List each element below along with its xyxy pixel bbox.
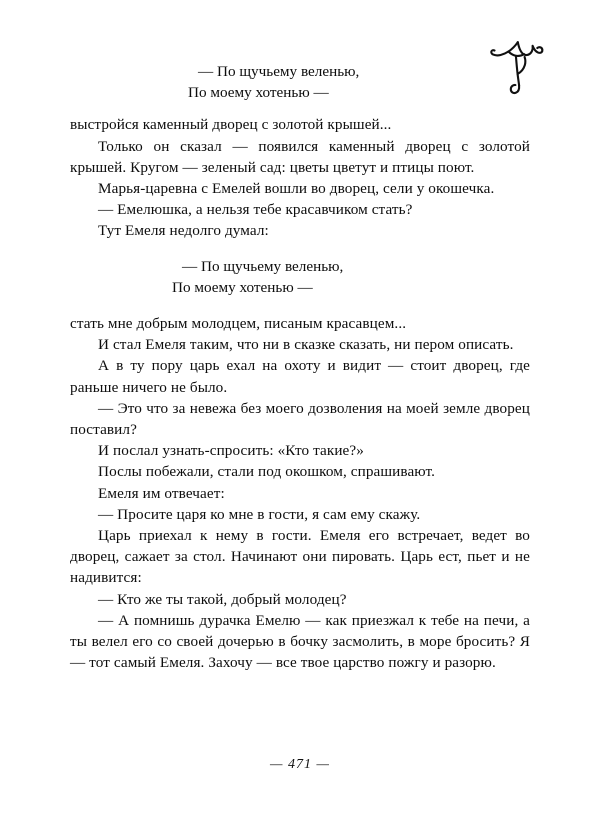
page-number: — 471 — [270,757,330,772]
page-text-column [70,52,530,673]
verse-line: — По щучьему веленью, [198,63,360,80]
paragraph: стать мне добрым молодцем, писаным красавцем... [70,315,407,333]
paragraph: выстройся каменный дворец с золотой крышей... [70,116,392,134]
paragraph: Марья-царевна с Емелей вошли во дворец, сели у окошечка. [98,180,495,198]
paragraph: — Это что за невежа без моего дозволения на моей земле дворец поставил? [70,399,530,439]
paragraph: Только он сказал — появился каменный дворец с золотой крышей. Кругом — зеленый сад: цветы цветут и птицы поют. [70,137,530,176]
verse-line: По моему хотенью — [188,84,329,102]
paragraph: — Кто же ты такой, добрый молодец? [98,590,347,608]
paragraph: И послал узнать-спросить: «Кто такие?» [98,442,364,460]
verse-line: — По щучьему веленью, [182,257,344,275]
verse-block-first [70,61,530,103]
paragraph: Тут Емеля недолго думал: [98,222,269,240]
paragraph: А в ту пору царь ехал на охоту и видит — стоит дворец, где раньше ничего не было. [70,357,530,396]
paragraph: — А помнишь дурачка Емелю — как приезжал к тебе на печи, а ты велел его со своей дочерью в бочку засмолить, в море бросить? Я — тот самый Емеля. Захочу — все твое царство пожгу и разорю. [70,611,530,672]
verse-line: По моему хотенью — [172,278,313,296]
paragraph: Емеля им отвечает: [98,484,225,502]
paragraph: — Просите царя ко мне в гости, я сам ему скажу. [98,505,421,523]
paragraph: — Емелюшка, а нельзя тебе красавчиком стать? [98,201,413,219]
paragraph: Послы побежали, стали под окошком, спрашивают. [98,463,436,481]
verse-block-second [70,256,530,298]
paragraph: И стал Емеля таким, что ни в сказке сказать, ни пером описать. [98,336,514,354]
paragraph: Царь приехал к нему в гости. Емеля его встречает, ведет во дворец, сажает за стол. Начинают они пировать. Царь ест, пьет и не надивится: [70,527,530,587]
